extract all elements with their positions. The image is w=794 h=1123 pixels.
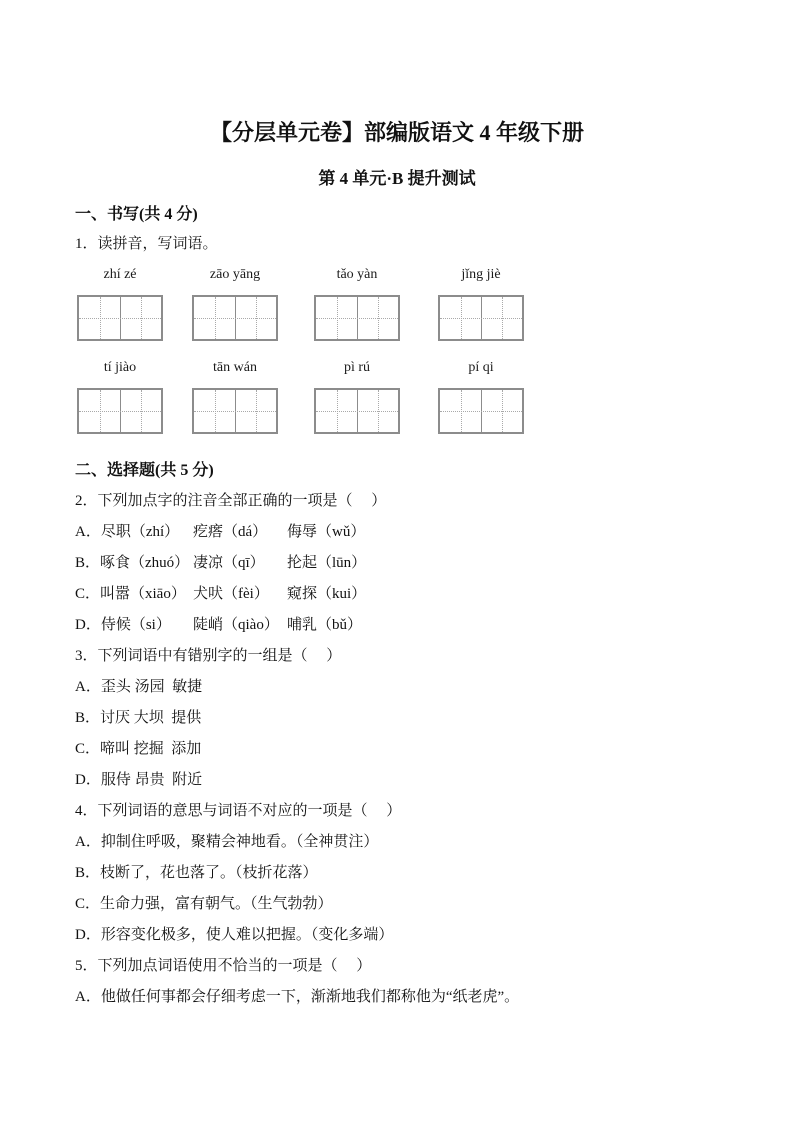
pinyin-label: jǐng jiè	[461, 267, 501, 282]
pinyin-label: tān wán	[213, 360, 257, 375]
question-2-option-c	[75, 577, 734, 608]
option-word: A．尽职（zhí）	[75, 524, 180, 540]
writing-grid[interactable]	[314, 295, 400, 341]
option-word: 疙瘩（dá）	[193, 524, 268, 540]
pinyin-label: pì rú	[343, 360, 371, 375]
section-choice-heading: 二、选择题(共 5 分)	[75, 462, 214, 479]
question-4: 4．下列词语的意思与词语不对应的一项是（ ）	[75, 803, 402, 819]
writing-block	[75, 267, 734, 434]
document-title: 【分层单元卷】部编版语文 4 年级下册	[209, 120, 584, 145]
grid-dashed-line	[440, 318, 522, 319]
document-subtitle: 第 4 单元·B 提升测试	[318, 169, 476, 188]
option-word: 侮辱（wǔ）	[287, 524, 366, 540]
pinyin-label: tǎo yàn	[336, 267, 378, 282]
question-4-option-d: D．形容变化极多，使人难以把握。（变化多端）	[75, 927, 394, 943]
writing-grid[interactable]	[77, 295, 163, 341]
choice-block	[75, 453, 734, 1011]
option-word: C．叫嚣（xiāo）	[75, 586, 186, 602]
question-3-option-d: D．服侍 昂贵 附近	[75, 772, 203, 788]
page-content	[75, 204, 734, 1011]
writing-grid[interactable]	[438, 388, 524, 434]
word-unit	[77, 267, 163, 341]
grid-dashed-line	[194, 318, 276, 319]
word-unit	[314, 360, 400, 434]
question-4-option-a: A．抑制住呼吸，聚精会神地看。（全神贯注）	[75, 834, 379, 850]
section-writing-heading: 一、书写(共 4 分)	[75, 206, 198, 223]
word-unit	[192, 267, 278, 341]
option-word: 陡峭（qiào）	[193, 617, 279, 633]
question-5-option-a: A．他做任何事都会仔细考虑一下，渐渐地我们都称他为“纸老虎”。	[75, 989, 520, 1005]
question-1: 1．读拼音，写词语。	[75, 236, 218, 252]
grid-dashed-line	[440, 411, 522, 412]
option-word: 犬吠（fèi）	[193, 586, 269, 602]
question-5: 5．下列加点词语使用不恰当的一项是（ ）	[75, 958, 372, 974]
option-word: D．侍候（si）	[75, 617, 171, 633]
option-word: 凄凉（qī）	[193, 555, 265, 571]
pinyin-label: pí qi	[468, 360, 494, 375]
writing-grid[interactable]	[192, 388, 278, 434]
word-unit	[438, 267, 524, 341]
option-word: 哺乳（bǔ）	[287, 617, 363, 633]
word-unit	[192, 360, 278, 434]
question-3-option-a: A．歪头 汤园 敏捷	[75, 679, 203, 695]
writing-grid[interactable]	[438, 295, 524, 341]
option-word: 窥探（kui）	[287, 586, 367, 602]
question-2-option-d	[75, 608, 734, 639]
word-unit	[438, 360, 524, 434]
grid-dashed-line	[79, 318, 161, 319]
option-word: 抡起（lūn）	[287, 555, 367, 571]
grid-dashed-line	[316, 411, 398, 412]
question-2: 2．下列加点字的注音全部正确的一项是（ ）	[75, 493, 387, 509]
grid-dashed-line	[194, 411, 276, 412]
word-unit	[314, 267, 400, 341]
question-4-option-b: B．枝断了，花也落了。（枝折花落）	[75, 865, 318, 881]
question-3: 3．下列词语中有错别字的一组是（ ）	[75, 648, 342, 664]
question-2-option-b	[75, 546, 734, 577]
writing-row-1	[75, 267, 734, 341]
writing-grid[interactable]	[77, 388, 163, 434]
question-3-option-c: C．啼叫 挖掘 添加	[75, 741, 202, 757]
option-word: B．啄食（zhuó）	[75, 555, 190, 571]
question-3-option-b: B．讨厌 大坝 提供	[75, 710, 202, 726]
pinyin-label: zāo yāng	[209, 267, 261, 282]
writing-grid[interactable]	[314, 388, 400, 434]
pinyin-label: zhí zé	[103, 267, 137, 282]
word-unit	[77, 360, 163, 434]
grid-dashed-line	[316, 318, 398, 319]
grid-dashed-line	[79, 411, 161, 412]
writing-row-2	[75, 360, 734, 434]
question-2-option-a	[75, 515, 734, 546]
pinyin-label: tí jiào	[103, 360, 137, 375]
question-4-option-c: C．生命力强，富有朝气。（生气勃勃）	[75, 896, 333, 912]
writing-grid[interactable]	[192, 295, 278, 341]
